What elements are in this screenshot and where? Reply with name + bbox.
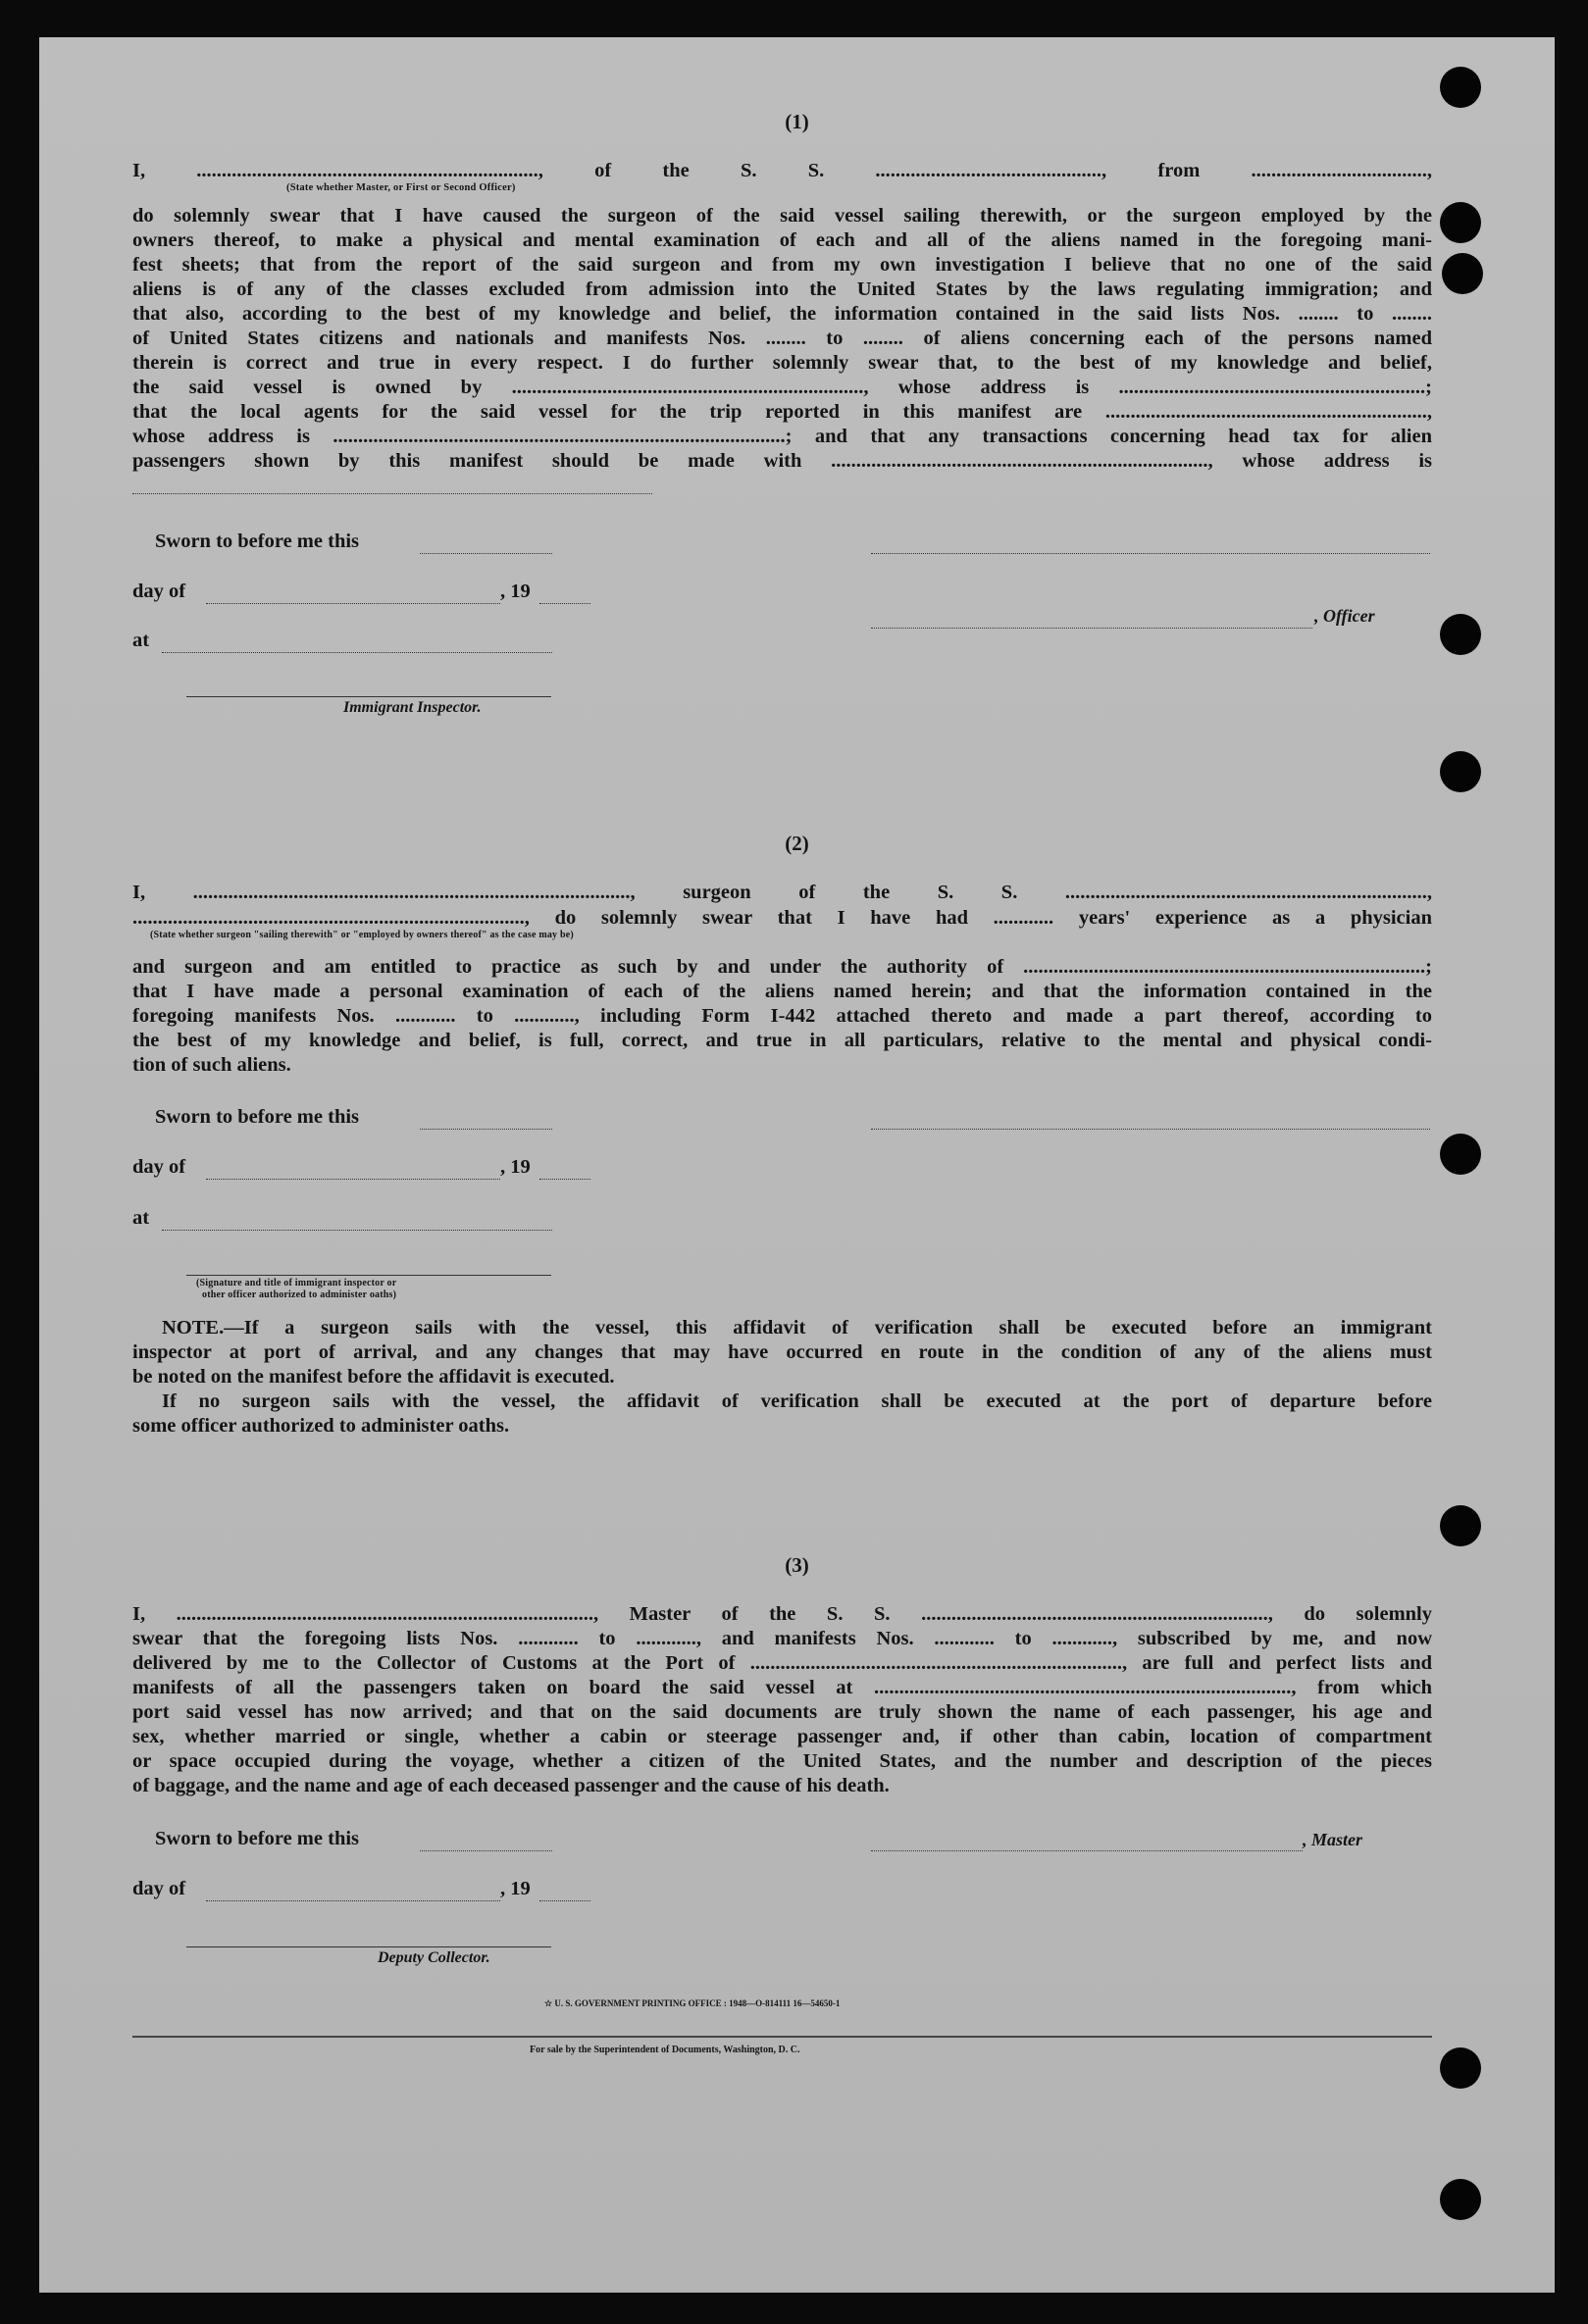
s2-sworn-blank: [420, 1129, 552, 1130]
s2-sig-caption-1: (Signature and title of immigrant inspector or: [196, 1278, 397, 1288]
s1-line-2: do solemnly swear that I have caused the surgeon of the said vessel sailing therewith, or the surgeon employed by the: [132, 205, 1432, 227]
s2-year-label: , 19: [500, 1156, 531, 1178]
s3-line-5: port said vessel has now arrived; and that on the said documents are truly shown the name of each passenger, his age and: [132, 1701, 1432, 1723]
s2-line-3: and surgeon and am entitled to practice as such by and under the authority of ................................................................................;: [132, 956, 1432, 978]
s1-line-3: owners thereof, to make a physical and mental examination of each and all of the aliens named in the foregoing mani-: [132, 229, 1432, 251]
s3-line-6: sex, whether married or single, whether a cabin or steerage passenger and, if other than cabin, location of compartment: [132, 1726, 1432, 1747]
s1-line-8: therein is correct and true in every respect. I do further solemnly swear that, to the best of my knowledge and belief,: [132, 352, 1432, 374]
s3-deputy-label: Deputy Collector.: [378, 1949, 490, 1966]
s2-inspector-line: [186, 1275, 551, 1276]
s1-sworn-label: Sworn to before me this: [155, 530, 360, 552]
s1-at-label: at: [132, 630, 150, 651]
s2-note-5: some officer authorized to administer oaths.: [132, 1415, 510, 1437]
s3-year-blank: [539, 1900, 590, 1901]
s1-day-blank: [206, 603, 500, 604]
s2-sig-caption-2: other officer authorized to administer oaths): [202, 1289, 397, 1300]
s2-line-6: the best of my knowledge and belief, is full, correct, and true in all particulars, relative to the mental and physical condi-: [132, 1030, 1432, 1051]
s2-year-blank: [539, 1179, 590, 1180]
s2-note-3: be noted on the manifest before the affidavit is executed.: [132, 1366, 615, 1388]
s3-line-8: of baggage, and the name and age of each deceased passenger and the cause of his death.: [132, 1775, 890, 1796]
s3-sworn-blank: [420, 1850, 552, 1851]
s3-day-blank: [206, 1900, 500, 1901]
s2-at-blank: [162, 1230, 552, 1231]
s1-officer-label: , Officer: [1314, 606, 1375, 626]
s1-inspector-line: [186, 696, 551, 697]
s1-line-4: fest sheets; that from the report of the said surgeon and from my own investigation I believe that no one of the said: [132, 254, 1432, 276]
printing-office-line: ☆ U. S. GOVERNMENT PRINTING OFFICE : 1948—O-814111 16—54650-1: [544, 1998, 841, 2008]
s1-line-7: of United States citizens and nationals and manifests Nos. ........ to ........ of aliens concerning each of the persons named: [132, 328, 1432, 349]
s2-sworn-label: Sworn to before me this: [155, 1106, 360, 1128]
s1-year-blank: [539, 603, 590, 604]
s2-signature-line: [871, 1129, 1430, 1130]
s1-line-9: the said vessel is owned by ......................................................................, whose address is .............................................................;: [132, 377, 1432, 398]
s1-line-5: aliens is of any of the classes excluded from admission into the United States by the laws regulating immigration; and: [132, 278, 1432, 300]
s1-at-blank: [162, 652, 552, 653]
s3-master-label: , Master: [1303, 1830, 1363, 1849]
s2-surgeon-caption: (State whether surgeon "sailing therewith" or "employed by owners thereof" as the case may be): [150, 930, 574, 940]
s2-note-1: NOTE.—If a surgeon sails with the vessel, this affidavit of verification shall be executed before an immigrant: [162, 1317, 1432, 1339]
s3-line-1: I, ..................................................................................., Master of the S. S. ....................................................................., do solemnly: [132, 1603, 1432, 1625]
s2-line-2: .............................................................................., do solemnly swear that I have had ............ years' experience as a physician: [132, 907, 1432, 929]
s2-line-1: I, ......................................................................................., surgeon of the S. S. ........................................................................,: [132, 882, 1432, 903]
section-1-number: (1): [785, 110, 809, 133]
punch-hole: [1440, 751, 1481, 792]
s3-line-3: delivered by me to the Collector of Customs at the Port of .........................................................................., are full and perfect lists and: [132, 1652, 1432, 1674]
s3-master-line: [871, 1850, 1303, 1851]
s1-continuation-rule: [132, 493, 652, 494]
punch-hole: [1440, 1134, 1481, 1175]
s1-line-1: I, ...................................................................., of the S. S. ............................................., from ...................................,: [132, 160, 1432, 181]
s2-line-7: tion of such aliens.: [132, 1054, 291, 1076]
s1-line-6: that also, according to the best of my knowledge and belief, the information contained in the said lists Nos. ........ to ........: [132, 303, 1432, 325]
s3-line-4: manifests of all the passengers taken on board the said vessel at ..................................................................................., from which: [132, 1677, 1432, 1698]
for-sale-line: For sale by the Superintendent of Documents, Washington, D. C.: [530, 2045, 800, 2055]
s1-day-label: day of: [132, 581, 186, 602]
s3-line-7: or space occupied during the voyage, whether a citizen of the United States, and the number and description of the pieces: [132, 1750, 1432, 1772]
s3-line-2: swear that the foregoing lists Nos. ............ to ............, and manifests Nos. ............ to ............, subscribed by me, and now: [132, 1628, 1432, 1649]
s3-year-label: , 19: [500, 1878, 531, 1899]
manifest-affidavit-page: [39, 37, 1555, 2293]
s1-sworn-blank: [420, 553, 552, 554]
s3-sworn-label: Sworn to before me this: [155, 1828, 360, 1849]
s1-year-label: , 19: [500, 581, 531, 602]
s1-line-11: whose address is ..........................................................................................; and that any transactions concerning head tax for alien: [132, 426, 1432, 447]
punch-hole: [1440, 614, 1481, 655]
punch-hole: [1440, 2047, 1481, 2089]
s2-note-4: If no surgeon sails with the vessel, the affidavit of verification shall be executed at the port of departure before: [162, 1390, 1432, 1412]
s2-day-blank: [206, 1179, 500, 1180]
s1-officer-caption: (State whether Master, or First or Second Officer): [286, 182, 516, 193]
s1-officer-line: [871, 628, 1312, 629]
s2-day-label: day of: [132, 1156, 186, 1178]
section-3-number: (3): [785, 1553, 809, 1577]
s2-note-2: inspector at port of arrival, and any changes that may have occurred en route in the condition of any of the aliens must: [132, 1341, 1432, 1363]
punch-hole: [1440, 202, 1481, 243]
s2-line-4: that I have made a personal examination of each of the aliens named herein; and that the information contained in the: [132, 981, 1432, 1002]
s1-signature-line: [871, 553, 1430, 554]
s2-line-5: foregoing manifests Nos. ............ to ............, including Form I-442 attached thereto and made a part thereof, according to: [132, 1005, 1432, 1027]
punch-hole: [1440, 1505, 1481, 1546]
section-2-number: (2): [785, 832, 809, 855]
s3-collector-line: [186, 1946, 551, 1947]
s1-line-10: that the local agents for the said vessel for the trip reported in this manifest are ................................................................,: [132, 401, 1432, 423]
s1-inspector-label: Immigrant Inspector.: [343, 699, 482, 716]
footer-rule: [132, 2036, 1432, 2038]
punch-hole: [1440, 2179, 1481, 2220]
punch-hole: [1440, 67, 1481, 108]
s1-line-12: passengers shown by this manifest should be made with ..........................................................................., whose address is: [132, 450, 1432, 472]
s2-at-label: at: [132, 1207, 150, 1229]
punch-hole: [1442, 253, 1483, 294]
s3-day-label: day of: [132, 1878, 186, 1899]
